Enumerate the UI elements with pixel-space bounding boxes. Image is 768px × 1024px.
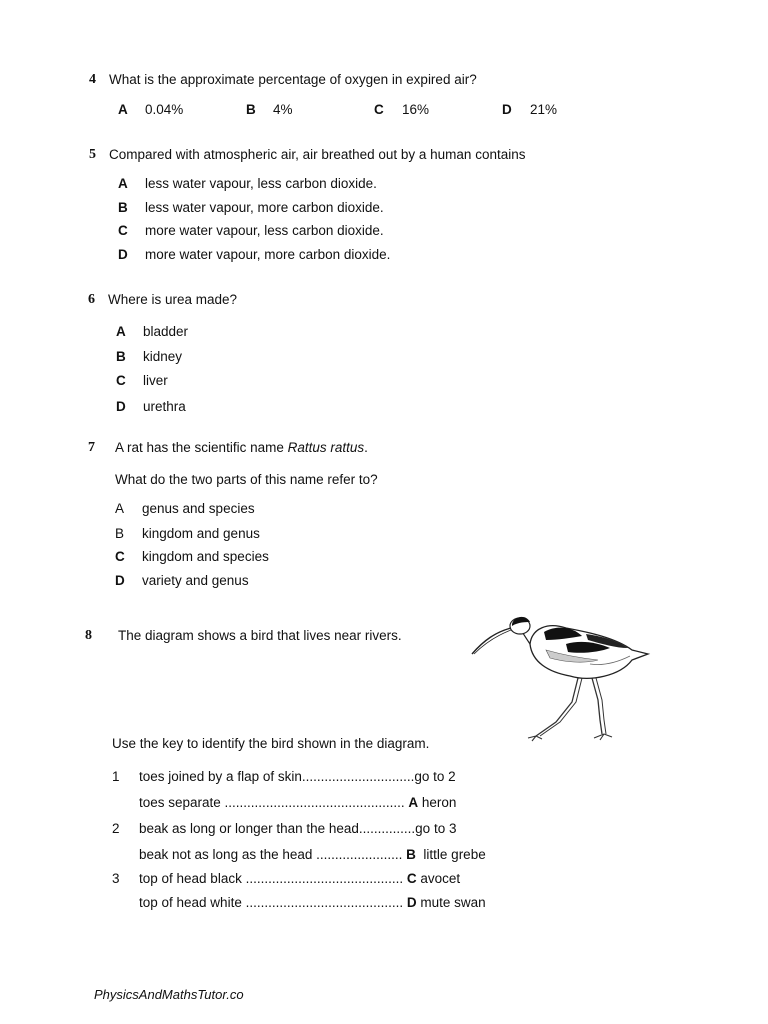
q4-option-b-letter: B: [246, 102, 256, 117]
key-answer-letter: D: [406, 895, 417, 910]
key-step-number: 1: [112, 769, 120, 784]
question-7-text-before: A rat has the scientific name: [115, 440, 288, 455]
q5-option-d-text: more water vapour, more carbon dioxide.: [145, 247, 391, 262]
question-5-number: 5: [89, 147, 96, 162]
question-8-number: 8: [85, 628, 92, 643]
q6-option-c-text: liver: [143, 373, 168, 388]
question-7-number: 7: [88, 440, 95, 455]
avocet-bird-illustration: [470, 610, 660, 745]
key-answer-name: heron: [418, 795, 457, 810]
key-line: [139, 795, 456, 811]
q7-option-a-text: genus and species: [142, 501, 255, 516]
q6-option-b-text: kidney: [143, 349, 183, 364]
key-line-text: beak as long or longer than the head...............go to 3: [139, 821, 457, 836]
question-8-instruction: Use the key to identify the bird shown in the diagram.: [112, 736, 430, 751]
question-8-text: The diagram shows a bird that lives near rivers.: [118, 628, 402, 643]
q4-option-a-letter: A: [118, 102, 128, 117]
q5-option-b-letter: B: [118, 200, 128, 215]
question-7-subtext: What do the two parts of this name refer to?: [115, 472, 378, 487]
key-line-text: toes separate ................................................: [139, 795, 405, 810]
question-6-number: 6: [88, 292, 95, 307]
q6-option-a-letter: A: [116, 324, 126, 339]
q4-option-c-letter: C: [374, 102, 384, 117]
key-answer-letter: B: [406, 847, 416, 862]
key-answer-name: little grebe: [415, 847, 486, 862]
key-step-number: 2: [112, 821, 120, 836]
q4-option-c-text: 16%: [402, 102, 430, 117]
key-answer-name: mute swan: [416, 895, 486, 910]
key-line-text: beak not as long as the head .......................: [139, 847, 403, 862]
key-line: [139, 769, 456, 785]
question-4-number: 4: [89, 72, 96, 87]
q4-option-a-text: 0.04%: [145, 102, 184, 117]
question-4-text: What is the approximate percentage of oxygen in expired air?: [109, 72, 477, 87]
q6-option-b-letter: B: [116, 349, 126, 364]
q4-option-d-text: 21%: [530, 102, 558, 117]
scientific-name: Rattus rattus: [287, 440, 365, 455]
q5-option-a-text: less water vapour, less carbon dioxide.: [145, 176, 377, 191]
q5-option-b-text: less water vapour, more carbon dioxide.: [145, 200, 384, 215]
question-5-text: Compared with atmospheric air, air breathed out by a human contains: [109, 147, 526, 162]
question-7-text: [115, 440, 368, 456]
q7-option-d-text: variety and genus: [142, 573, 249, 588]
q4-option-b-text: 4%: [273, 102, 293, 117]
key-answer-letter: A: [408, 795, 419, 810]
q6-option-d-letter: D: [116, 399, 126, 414]
key-line-text: toes joined by a flap of skin..............................go to 2: [139, 769, 456, 784]
key-step-number: 3: [112, 871, 120, 886]
question-6-text: Where is urea made?: [108, 292, 238, 307]
key-answer-letter: C: [406, 871, 417, 886]
key-line: [139, 821, 456, 837]
key-answer-name: avocet: [416, 871, 461, 886]
key-line: [139, 895, 486, 911]
footer-site-name[interactable]: PhysicsAndMathsTutor.co: [94, 987, 244, 1002]
key-line: [139, 871, 460, 887]
q7-option-d-letter: D: [115, 573, 125, 588]
key-line: [139, 847, 486, 863]
q5-option-a-letter: A: [118, 176, 128, 191]
q5-option-d-letter: D: [118, 247, 128, 262]
q7-option-b-text: kingdom and genus: [142, 526, 260, 541]
q5-option-c-letter: C: [118, 223, 128, 238]
q7-option-a-letter: A: [115, 501, 125, 516]
q5-option-c-text: more water vapour, less carbon dioxide.: [145, 223, 384, 238]
key-line-text: top of head black ..........................................: [139, 871, 404, 886]
q6-option-c-letter: C: [116, 373, 126, 388]
question-7-text-after: .: [364, 440, 368, 455]
q4-option-d-letter: D: [502, 102, 512, 117]
q7-option-c-text: kingdom and species: [142, 549, 269, 564]
q7-option-b-letter: B: [115, 526, 125, 541]
q6-option-a-text: bladder: [143, 324, 189, 339]
q6-option-d-text: urethra: [143, 399, 186, 414]
q7-option-c-letter: C: [115, 549, 125, 564]
key-line-text: top of head white ..........................................: [139, 895, 404, 910]
